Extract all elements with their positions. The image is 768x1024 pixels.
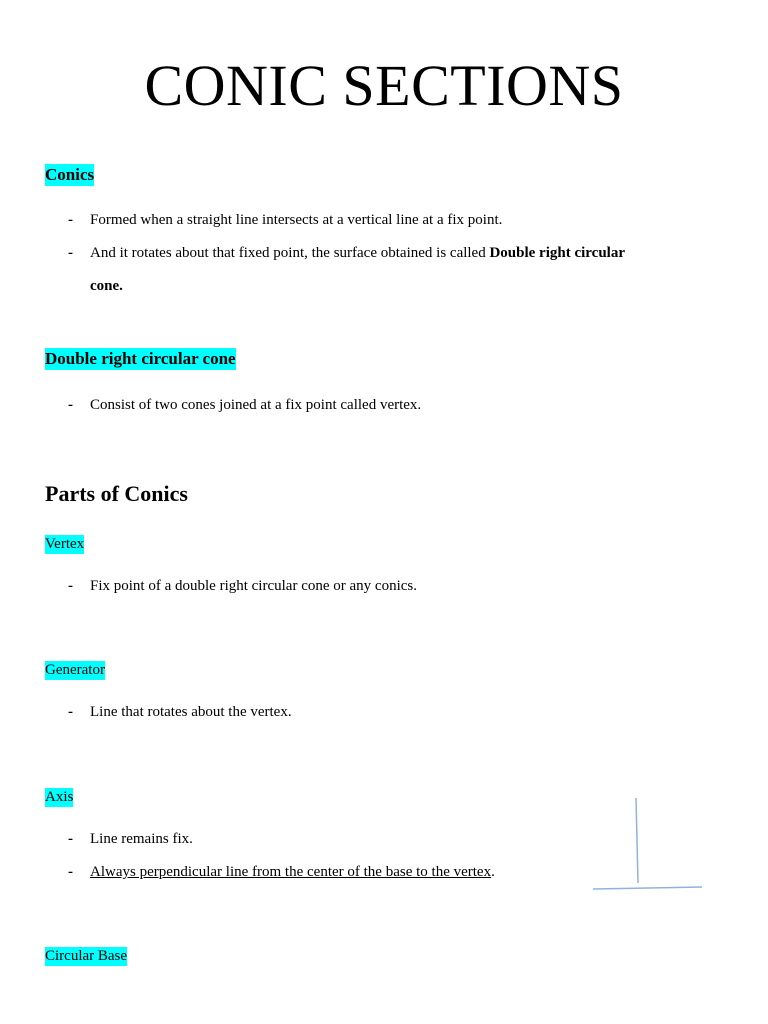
bullet-text-underlined: Always perpendicular line from the center of the base to the vertex <box>90 864 492 880</box>
bullet-text: Line remains fix. <box>90 831 193 847</box>
bullet-text-plain: And it rotates about that fixed point, the surface obtained is called <box>90 245 486 261</box>
page-title: CONIC SECTIONS <box>144 53 624 118</box>
heading-circular-base: Circular Base <box>45 948 128 964</box>
sketch-horizontal-line <box>593 887 702 889</box>
bullet-dash: - <box>68 864 73 880</box>
heading-conics: Conics <box>45 165 95 184</box>
heading-vertex: Vertex <box>45 536 85 552</box>
bullet-continuation: cone. <box>90 278 123 294</box>
section-title-parts: Parts of Conics <box>45 481 188 506</box>
heading-generator: Generator <box>45 662 105 678</box>
bullet-dash: - <box>68 212 73 228</box>
bullet-text: Fix point of a double right circular cone or any conics. <box>90 578 417 594</box>
bullet-dash: - <box>68 704 73 720</box>
axis-sketch <box>590 795 710 895</box>
bullet-dash: - <box>68 245 73 261</box>
bullet-text <box>90 245 625 262</box>
heading-double-cone: Double right circular cone <box>45 349 236 368</box>
heading-axis: Axis <box>45 789 74 805</box>
sketch-vertical-line <box>636 798 638 883</box>
bullet-text: Consist of two cones joined at a fix point called vertex. <box>90 397 422 413</box>
bullet-dash: - <box>68 831 73 847</box>
bullet-text <box>90 864 495 881</box>
bullet-dash: - <box>68 578 73 594</box>
bullet-text: Formed when a straight line intersects at a vertical line at a fix point. <box>90 212 503 228</box>
bullet-text-bold: Double right circular <box>489 245 626 261</box>
bullet-dash: - <box>68 397 73 413</box>
bullet-text-period: . <box>491 864 495 880</box>
bullet-text: Line that rotates about the vertex. <box>90 704 292 720</box>
